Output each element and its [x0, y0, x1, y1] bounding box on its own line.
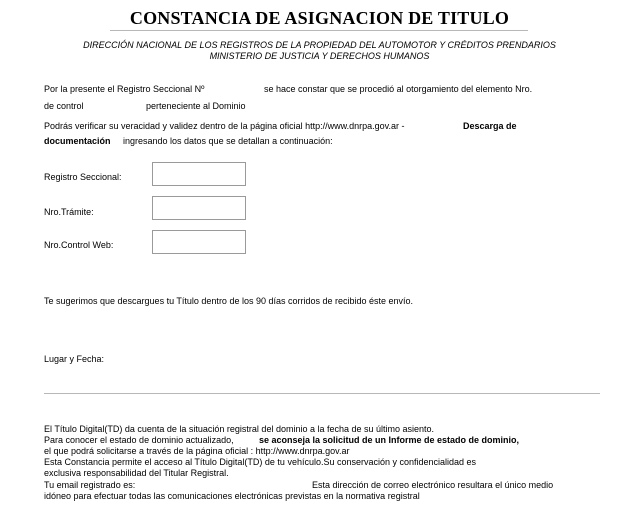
nro-tramite-label: Nro.Trámite: — [44, 207, 94, 217]
footer-line-2-b: se aconseja la solicitud de un Informe de estado de dominio, — [259, 435, 520, 445]
intro-line3-a: Podrás verificar su veracidad y validez dentro de la página oficial http://www.dnrpa.gov.ar - — [44, 121, 405, 131]
subtitle-line-1: DIRECCIÓN NACIONAL DE LOS REGISTROS DE LA PROPIEDAD DEL AUTOMOTOR Y CRÉDITOS PRENDARIOS — [83, 40, 556, 50]
nro-control-web-field[interactable] — [152, 230, 246, 254]
footer-line-6-a: Tu email registrado es: — [44, 480, 136, 490]
place-date-label: Lugar y Fecha: — [44, 354, 105, 364]
footer-line-6-b: Esta dirección de correo electrónico resultara el único medio — [312, 480, 554, 490]
title-underline — [110, 30, 528, 31]
intro-line4-b: ingresando los datos que se detallan a continuación: — [123, 136, 333, 146]
footer-line-4: Esta Constancia permite el acceso al Título Digital(TD) de tu vehículo.Su conservación y confidencialidad es — [44, 457, 477, 467]
download-suggestion: Te sugerimos que descargues tu Título dentro de los 90 días corridos de recibido éste envío. — [44, 296, 414, 306]
intro-line2-b: perteneciente al Dominio — [146, 101, 246, 111]
nro-tramite-field[interactable] — [152, 196, 246, 220]
footer-line-2-a: Para conocer el estado de dominio actualizado, — [44, 435, 234, 445]
registro-seccional-field[interactable] — [152, 162, 246, 186]
intro-line1-b: se hace constar que se procedió al otorgamiento del elemento Nro. — [264, 84, 533, 94]
registro-seccional-label: Registro Seccional: — [44, 172, 122, 182]
footer-line-7: idóneo para efectuar todas las comunicaciones electrónicas previstas en la normativa registral — [44, 491, 420, 501]
footer-line-1: El Título Digital(TD) da cuenta de la situación registral del dominio a la fecha de su último asiento. — [44, 424, 435, 434]
nro-control-web-label: Nro.Control Web: — [44, 240, 114, 250]
intro-line2-a: de control — [44, 101, 84, 111]
intro-line4-a: documentación — [44, 136, 111, 146]
document-title: CONSTANCIA DE ASIGNACION DE TITULO — [129, 8, 510, 28]
intro-line3-b: Descarga de — [463, 121, 517, 131]
footer-line-3: el que podrá solicitarse a través de la página oficial : http://www.dnrpa.gov.ar — [44, 446, 350, 456]
intro-line1-a: Por la presente el Registro Seccional Nº — [44, 84, 205, 94]
footer-line-5: exclusiva responsabilidad del Titular Registral. — [44, 468, 229, 478]
footer-divider — [44, 393, 600, 394]
subtitle-line-2: MINISTERIO DE JUSTICIA Y DERECHOS HUMANOS — [209, 51, 430, 61]
